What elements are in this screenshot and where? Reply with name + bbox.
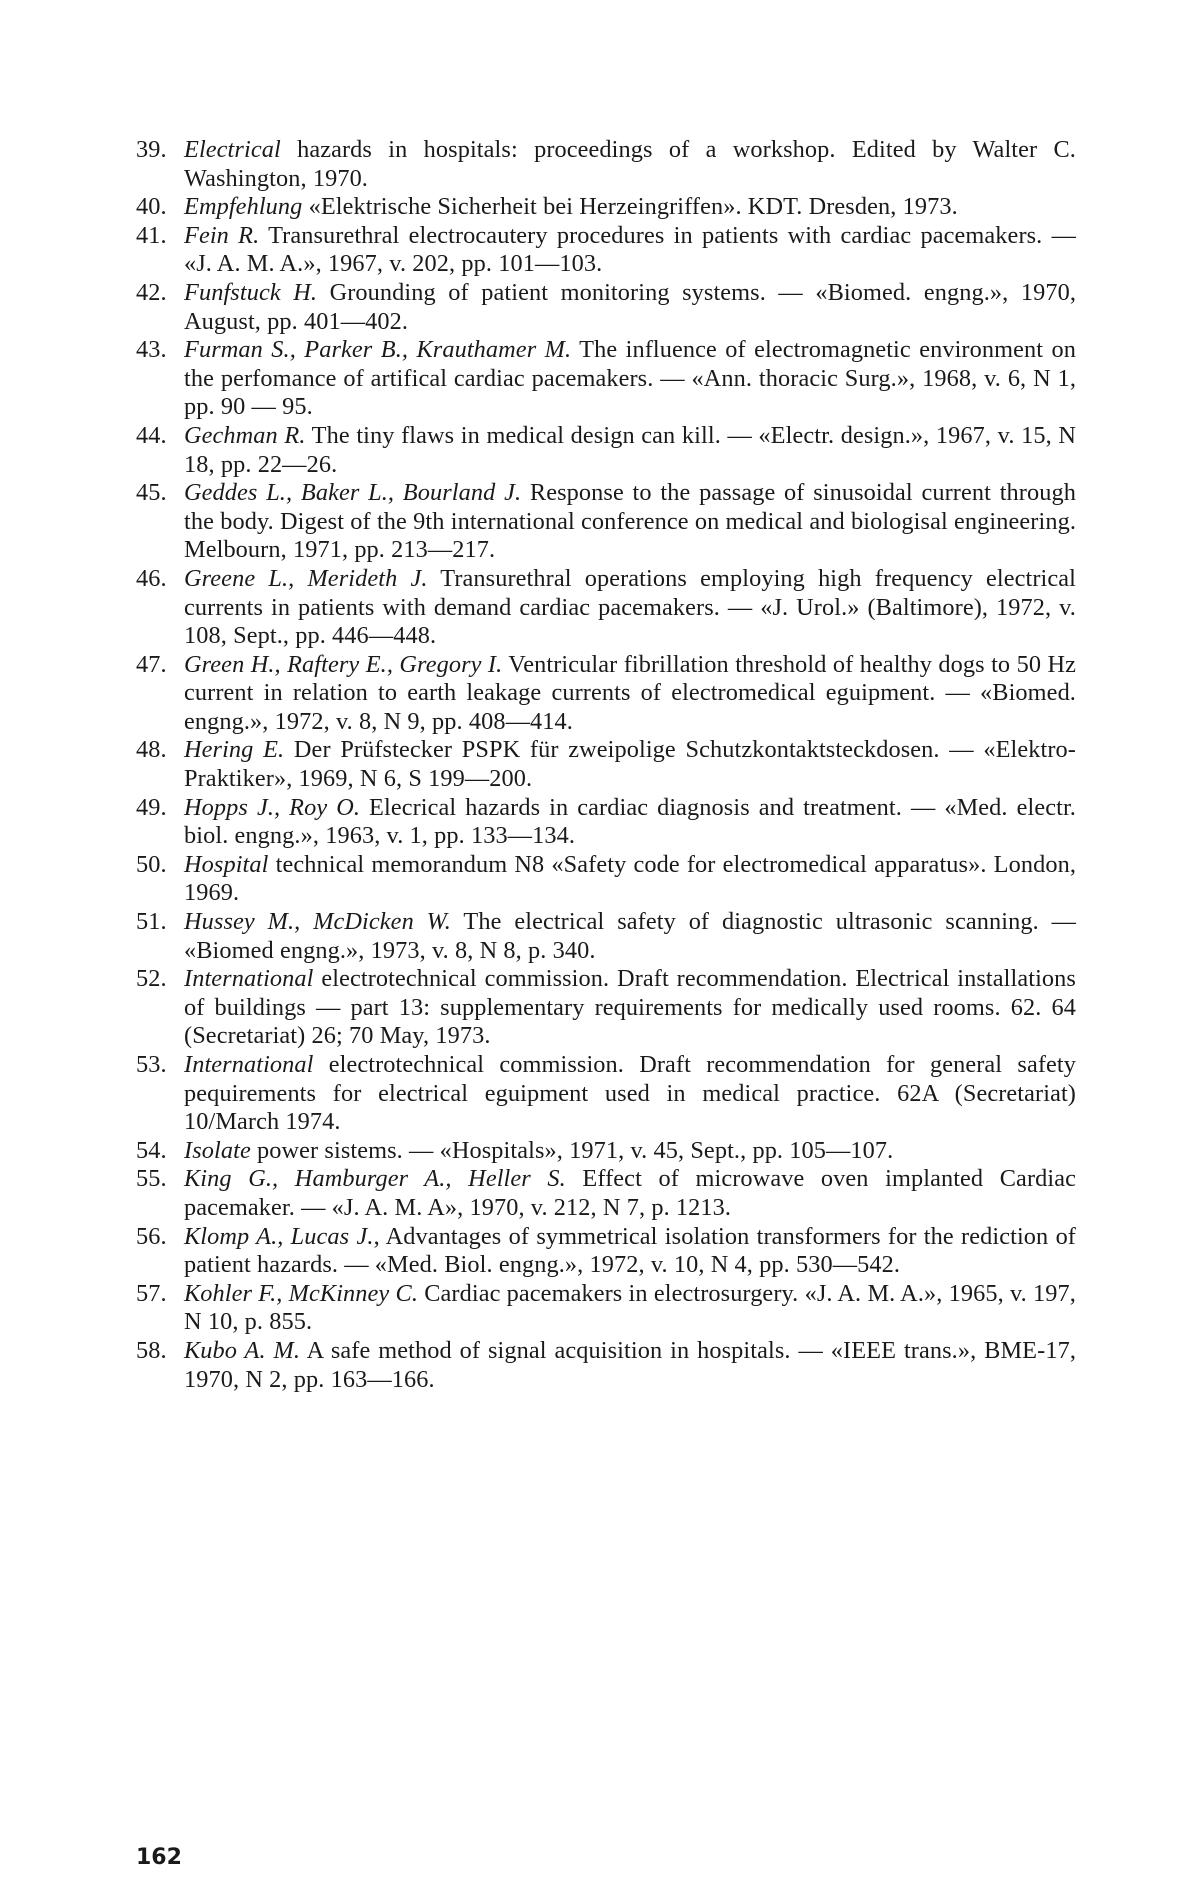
reference-item	[136, 1223, 1076, 1280]
reference-author: Hospital	[184, 851, 269, 878]
reference-number: 52.	[136, 965, 180, 994]
reference-text: Ventricular fibrillation threshold of healthy dogs to 50 Hz current in relation to earth leakage currents of electromedical eguipment. — «Biomed. engng.», 1972, v. 8, N 9, pp. 408—414.	[184, 651, 1076, 735]
reference-author: Green H., Raftery E., Gregory I.	[184, 651, 502, 678]
reference-text: Response to the passage of sinusoidal current through the body. Digest of the 9th international conference on medical and biologisal engineering. Melbourn, 1971, pp. 213—217.	[184, 479, 1076, 563]
reference-text: Transurethral electrocautery procedures in patients with cardiac pacemakers. — «J. A. M. A.», 1967, v. 202, pp. 101—103.	[184, 222, 1076, 278]
reference-number: 56.	[136, 1223, 180, 1252]
reference-item	[136, 965, 1076, 1051]
reference-item	[136, 479, 1076, 565]
reference-text: The electrical safety of diagnostic ultrasonic scanning. — «Biomed engng.», 1973, v. 8, N 8, p. 340.	[184, 908, 1076, 964]
reference-author: Electrical	[184, 136, 281, 163]
reference-author: Hopps J., Roy O.	[184, 794, 360, 821]
reference-number: 40.	[136, 193, 180, 222]
reference-item	[136, 336, 1076, 422]
reference-item	[136, 1280, 1076, 1337]
reference-text: The tiny flaws in medical design can kill. — «Electr. design.», 1967, v. 15, N 18, pp. 22—26.	[184, 422, 1076, 478]
reference-author: International	[184, 1051, 314, 1078]
reference-text: electrotechnical commission. Draft recommendation for general safety pequirements for electrical eguipment used in medical practice. 62A (Secretariat) 10/March 1974.	[184, 1051, 1076, 1135]
reference-author: Greene L., Merideth J.	[184, 565, 428, 592]
reference-author: Fein R.	[184, 222, 259, 249]
reference-text: Der Prüfstecker PSPK für zweipolige Schutzkontaktsteckdosen. — «Elektro-Praktiker», 1969, N 6, S 199—200.	[184, 736, 1076, 792]
reference-item	[136, 136, 1076, 193]
reference-text: Cardiac pacemakers in electrosurgery. «J. A. M. A.», 1965, v. 197, N 10, p. 855.	[184, 1280, 1076, 1336]
reference-item	[136, 651, 1076, 737]
reference-text: Grounding of patient monitoring systems. — «Biomed. engng.», 1970, August, pp. 401—402.	[184, 279, 1076, 335]
reference-text: electrotechnical commission. Draft recommendation. Electrical installations of buildings — part 13: supplementary requirements for medically used rooms. 62. 64 (Secretariat) 26; 70 May, 1973.	[184, 965, 1076, 1049]
reference-list	[136, 136, 1076, 1394]
page-number: 162	[136, 1846, 182, 1870]
reference-number: 39.	[136, 136, 180, 165]
reference-item	[136, 1337, 1076, 1394]
reference-author: Furman S., Parker B., Krauthamer M.	[184, 336, 571, 363]
reference-author: Funfstuck H.	[184, 279, 317, 306]
reference-number: 55.	[136, 1165, 180, 1194]
reference-number: 44.	[136, 422, 180, 451]
reference-number: 48.	[136, 736, 180, 765]
reference-author: Hussey M., McDicken W.	[184, 908, 451, 935]
reference-number: 49.	[136, 794, 180, 823]
reference-text: Effect of microwave oven implanted Cardiac pacemaker. — «J. A. M. A», 1970, v. 212, N 7, p. 1213.	[184, 1165, 1076, 1221]
reference-number: 50.	[136, 851, 180, 880]
reference-number: 43.	[136, 336, 180, 365]
reference-number: 45.	[136, 479, 180, 508]
reference-item	[136, 908, 1076, 965]
reference-author: Hering E.	[184, 736, 284, 763]
reference-item	[136, 422, 1076, 479]
reference-author: Geddes L., Baker L., Bourland J.	[184, 479, 521, 506]
reference-author: Empfehlung	[184, 193, 302, 220]
reference-item	[136, 1137, 1076, 1166]
reference-number: 53.	[136, 1051, 180, 1080]
reference-text: technical memorandum N8 «Safety code for electromedical apparatus». London, 1969.	[184, 851, 1076, 907]
reference-number: 58.	[136, 1337, 180, 1366]
reference-number: 47.	[136, 651, 180, 680]
reference-text: hazards in hospitals: proceedings of a workshop. Edited by Walter C. Washington, 1970.	[184, 136, 1076, 192]
reference-text: The influence of electromagnetic environment on the perfomance of artifical cardiac pacemakers. — «Ann. thoracic Surg.», 1968, v. 6, N 1, pp. 90 — 95.	[184, 336, 1076, 420]
reference-number: 42.	[136, 279, 180, 308]
reference-item	[136, 279, 1076, 336]
reference-item	[136, 222, 1076, 279]
reference-author: Klomp A., Lucas J.	[184, 1223, 374, 1250]
reference-text: , Advantages of symmetrical isolation transformers for the rediction of patient hazards. — «Med. Biol. engng.», 1972, v. 10, N 4, pp. 530—542.	[184, 1223, 1076, 1279]
reference-text: Elecrical hazards in cardiac diagnosis and treatment. — «Med. electr. biol. engng.», 1963, v. 1, pp. 133—134.	[184, 794, 1076, 850]
reference-author: Isolate	[184, 1137, 251, 1164]
reference-author: Gechman R.	[184, 422, 306, 449]
reference-text: power sistems. — «Hospitals», 1971, v. 45, Sept., pp. 105—107.	[251, 1137, 894, 1164]
reference-author: King G., Hamburger A., Heller S.	[184, 1165, 566, 1192]
reference-item	[136, 565, 1076, 651]
reference-item	[136, 1051, 1076, 1137]
reference-item	[136, 794, 1076, 851]
reference-text: Transurethral operations employing high frequency electrical currents in patients with demand cardiac pacemakers. — «J. Urol.» (Baltimore), 1972, v. 108, Sept., pp. 446—448.	[184, 565, 1076, 649]
reference-author: Kohler F., McKinney C.	[184, 1280, 418, 1307]
reference-number: 57.	[136, 1280, 180, 1309]
reference-number: 41.	[136, 222, 180, 251]
reference-item	[136, 193, 1076, 222]
reference-number: 46.	[136, 565, 180, 594]
reference-item	[136, 1165, 1076, 1222]
reference-text: A safe method of signal acquisition in hospitals. — «IEEE trans.», BME-17, 1970, N 2, pp. 163—166.	[184, 1337, 1076, 1393]
reference-item	[136, 736, 1076, 793]
reference-number: 54.	[136, 1137, 180, 1166]
reference-item	[136, 851, 1076, 908]
reference-number: 51.	[136, 908, 180, 937]
book-page	[0, 0, 1200, 1880]
reference-author: Kubo A. M.	[184, 1337, 300, 1364]
reference-author: International	[184, 965, 314, 992]
reference-text: «Elektrische Sicherheit bei Herzeingriffen». KDT. Dresden, 1973.	[302, 193, 957, 220]
